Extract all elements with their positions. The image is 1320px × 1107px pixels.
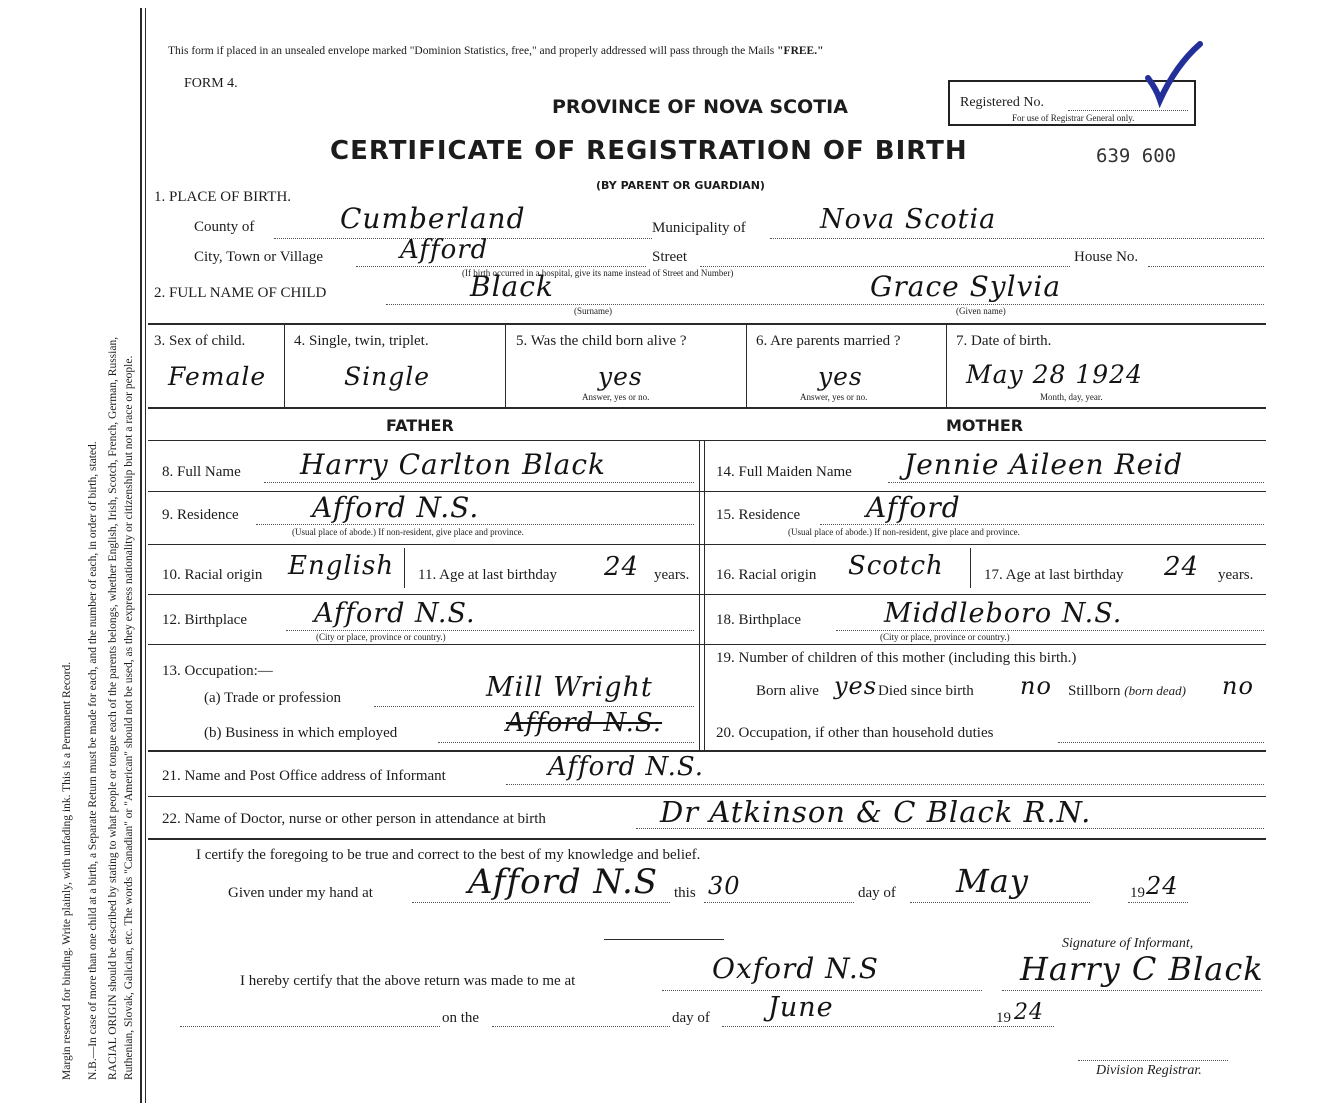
certify-statement: I certify the foregoing to be true and correct to the best of my knowledge and belief. — [196, 847, 701, 863]
reg-place-line — [662, 990, 982, 991]
father-age: 24 — [604, 552, 640, 582]
grid-rule-1 — [148, 440, 1266, 441]
county-value: Cumberland — [340, 202, 526, 235]
grid-rule-6 — [148, 750, 1266, 752]
mother-birthplace: Middleboro N.S. — [884, 598, 1123, 629]
child-given-name: Grace Sylvia — [870, 270, 1062, 303]
reg-day-line-left — [180, 1026, 440, 1027]
father-occ-label: 13. Occupation:— — [162, 663, 273, 679]
father-business-label: (b) Business in which employed — [204, 725, 398, 741]
margin-note-racial-1: RACIAL ORIGIN should be described by stating to what people or tongue each of the parents belongs, whether English, Irish, Scotch, French, German, Russian, — [107, 336, 119, 1080]
year-prefix: 19 — [1130, 885, 1145, 901]
given-label: Given under my hand at — [228, 885, 373, 901]
father-bp-label: 12. Birthplace — [162, 612, 247, 628]
stillborn-value: no — [1222, 672, 1254, 700]
margin-note-binding: Margin reserved for binding. Write plainly, with unfading ink. This is a Permanent Record. — [61, 661, 73, 1080]
registration-number: 639 600 — [1096, 145, 1177, 167]
city-line — [356, 266, 646, 267]
county-label: County of — [194, 219, 255, 235]
reg-year: 24 — [1014, 1000, 1044, 1025]
reg-year-prefix: 19 — [996, 1010, 1011, 1026]
father-trade-label: (a) Trade or profession — [204, 690, 342, 706]
mother-bp-note: (City or place, province or country.) — [880, 632, 1010, 642]
father-res-label: 9. Residence — [162, 507, 239, 523]
grid-rule-3 — [148, 544, 1266, 545]
municipality-label: Municipality of — [652, 220, 746, 236]
plurality-value: Single — [344, 362, 431, 391]
mother-racial-sep — [970, 548, 971, 588]
stillborn-label — [1068, 683, 1186, 700]
on-the-label: on the — [442, 1010, 480, 1026]
mother-age-label: 17. Age at last birthday — [984, 567, 1124, 583]
married-note: Answer, yes or no. — [800, 392, 868, 402]
city-value: Afford — [400, 235, 489, 265]
row-mid-rule — [148, 407, 1266, 409]
given-place: Afford N.S — [468, 862, 659, 902]
died-value: no — [1020, 672, 1052, 700]
father-name-line — [264, 482, 694, 483]
reg-month: June — [768, 992, 834, 1023]
house-line — [1148, 266, 1264, 267]
mother-bp-label: 18. Birthplace — [716, 612, 801, 628]
reg-place: Oxford N.S — [712, 952, 879, 985]
month-value: May — [956, 862, 1029, 900]
section-center-divider — [699, 440, 700, 750]
alive-note: Answer, yes or no. — [582, 392, 650, 402]
father-racial-sep — [404, 548, 405, 588]
child-name-label: 2. FULL NAME OF CHILD — [154, 285, 327, 301]
margin-divider — [140, 8, 142, 1103]
mother-name-label: 14. Full Maiden Name — [716, 464, 852, 480]
given-place-line — [412, 902, 670, 903]
informant-signature: Harry C Black — [1020, 950, 1264, 988]
reg-day-of-label: day of — [672, 1010, 710, 1026]
certificate-title: CERTIFICATE OF REGISTRATION OF BIRTH — [330, 136, 968, 166]
this-label: this — [674, 885, 696, 901]
year-line — [1128, 902, 1188, 903]
children-label: 19. Number of children of this mother (including this birth.) — [716, 650, 1077, 666]
grid-rule-8 — [148, 838, 1266, 840]
month-line — [910, 902, 1090, 903]
signature-label: Signature of Informant, — [1062, 936, 1194, 951]
reg-month-line — [722, 1026, 994, 1027]
mother-res-line — [820, 524, 1264, 525]
informant-line — [506, 784, 1264, 785]
alive-value: yes — [598, 362, 643, 391]
registrar-statement: I hereby certify that the above return was made to me at — [240, 973, 576, 989]
child-surname: Black — [470, 270, 554, 303]
division-registrar-label: Division Registrar. — [1096, 1063, 1202, 1078]
section-center-divider-2 — [704, 440, 705, 750]
mother-residence: Afford — [866, 491, 961, 524]
dob-note: Month, day, year. — [1040, 392, 1103, 402]
col-divider-4 — [946, 325, 947, 407]
reg-day-line — [492, 1026, 670, 1027]
father-residence: Afford N.S. — [312, 491, 480, 524]
father-years: years. — [654, 567, 690, 583]
year-value: 24 — [1146, 872, 1179, 900]
margin-divider-inner — [145, 8, 146, 1103]
signature-line — [1002, 990, 1262, 991]
doctor-value: Dr Atkinson & C Black R.N. — [660, 795, 1092, 829]
mail-free: "FREE." — [777, 45, 824, 57]
born-alive-label: Born alive — [756, 683, 819, 699]
alive-label: 5. Was the child born alive ? — [516, 333, 687, 349]
mother-age: 24 — [1164, 552, 1200, 582]
registrar-use-note: For use of Registrar General only. — [1012, 113, 1135, 123]
mail-notice — [168, 45, 823, 57]
father-name-label: 8. Full Name — [162, 464, 241, 480]
father-heading: FATHER — [386, 416, 454, 435]
sex-label: 3. Sex of child. — [154, 333, 246, 349]
sex-value: Female — [168, 362, 267, 391]
city-label: City, Town or Village — [194, 249, 324, 265]
place-heading: 1. PLACE OF BIRTH. — [154, 189, 292, 205]
row-top-rule — [148, 323, 1266, 325]
short-rule — [604, 939, 724, 940]
child-name-line — [386, 304, 1264, 305]
mother-name: Jennie Aileen Reid — [904, 448, 1184, 481]
father-business-line — [438, 742, 694, 743]
father-bp-line — [286, 630, 694, 631]
mother-occ-label: 20. Occupation, if other than household duties — [716, 725, 994, 741]
dob-label: 7. Date of birth. — [956, 333, 1052, 349]
grid-rule-4 — [148, 594, 1266, 595]
informant-value: Afford N.S. — [548, 752, 705, 782]
street-line — [700, 266, 1070, 267]
father-business: Afford N.S. — [506, 708, 663, 738]
mother-res-note: (Usual place of abode.) If non-resident, give place and province. — [788, 527, 1020, 537]
grid-rule-5 — [148, 644, 1266, 645]
born-alive-value: yes — [834, 672, 878, 700]
col-divider-3 — [746, 325, 747, 407]
col-divider-2 — [505, 325, 506, 407]
margin-note-racial-2: Ruthenian, Slovak, Galician, etc. The words "Canadian" or "American" should not be used, as they express nationality or citizenship but not a race or people. — [123, 355, 135, 1080]
hospital-note: (If birth occurred in a hospital, give its name instead of Street and Number) — [462, 268, 734, 278]
father-racial-label: 10. Racial origin — [162, 567, 263, 583]
province-title: PROVINCE OF NOVA SCOTIA — [552, 96, 848, 118]
day-of-label: day of — [858, 885, 896, 901]
married-label: 6. Are parents married ? — [756, 333, 901, 349]
mother-occ-line — [1058, 742, 1264, 743]
day-line — [704, 902, 854, 903]
col-divider-1 — [284, 325, 285, 407]
given-note: (Given name) — [956, 306, 1006, 316]
margin-note-nb: N.B.—In case of more than one child at a birth, a Separate Return must be made for each, and the number of each, in order of birth, stated. — [87, 441, 99, 1080]
surname-note: (Surname) — [574, 306, 612, 316]
father-birthplace: Afford N.S. — [314, 598, 476, 629]
doctor-label: 22. Name of Doctor, nurse or other person in attendance at birth — [162, 811, 546, 827]
form-number: FORM 4. — [184, 76, 238, 91]
father-res-line — [256, 524, 694, 525]
municipality-line — [770, 238, 1264, 239]
married-value: yes — [818, 362, 863, 391]
father-racial: English — [288, 551, 395, 581]
mother-name-line — [888, 482, 1264, 483]
died-label: Died since birth — [878, 683, 974, 699]
mother-racial: Scotch — [848, 551, 944, 581]
division-registrar-line — [1078, 1060, 1228, 1061]
father-bp-note: (City or place, province or country.) — [316, 632, 446, 642]
mother-heading: MOTHER — [946, 416, 1024, 435]
mother-bp-line — [836, 630, 1264, 631]
mother-racial-label: 16. Racial origin — [716, 567, 817, 583]
house-label: House No. — [1074, 249, 1139, 265]
reg-year-line — [994, 1026, 1054, 1027]
dob-value: May 28 1924 — [966, 360, 1143, 389]
mother-years: years. — [1218, 567, 1254, 583]
father-name: Harry Carlton Black — [300, 448, 606, 481]
stillborn-note: (born dead) — [1124, 683, 1187, 698]
father-trade: Mill Wright — [486, 672, 653, 703]
certificate-subtitle: (BY PARENT OR GUARDIAN) — [596, 179, 765, 192]
father-age-label: 11. Age at last birthday — [418, 567, 557, 583]
day-value: 30 — [708, 872, 741, 900]
registered-label: Registered No. — [960, 95, 1044, 110]
mother-res-label: 15. Residence — [716, 507, 801, 523]
check-mark — [1140, 38, 1210, 113]
father-trade-line — [374, 706, 694, 707]
mail-notice-text: This form if placed in an unsealed envelope marked "Dominion Statistics, free," and properly addressed will pass through the Mails — [168, 45, 775, 57]
informant-label: 21. Name and Post Office address of Informant — [162, 768, 446, 784]
municipality-value: Nova Scotia — [820, 204, 997, 235]
father-res-note: (Usual place of abode.) If non-resident, give place and province. — [292, 527, 524, 537]
street-label: Street — [652, 249, 687, 265]
stillborn-text: Stillborn — [1068, 683, 1121, 699]
plurality-label: 4. Single, twin, triplet. — [294, 333, 429, 349]
